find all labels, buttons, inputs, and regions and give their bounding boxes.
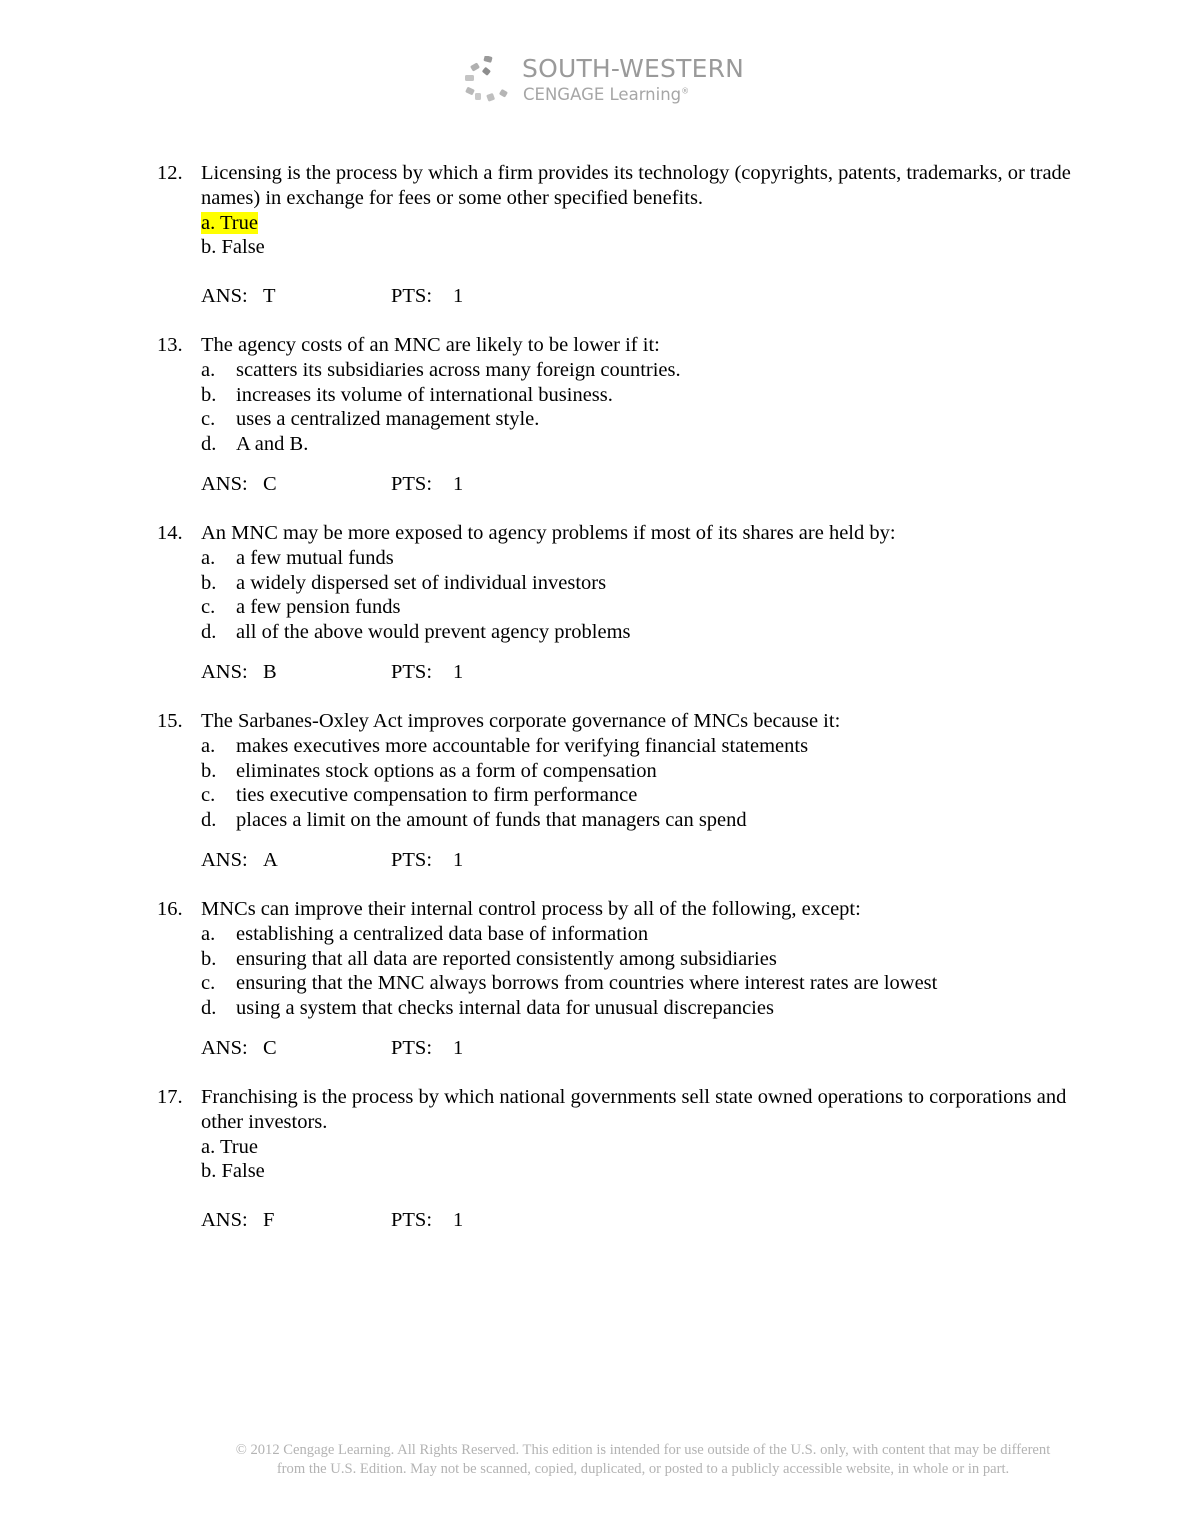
ans-label: ANS: (201, 1209, 248, 1231)
option-letter: b. (201, 947, 217, 970)
question-number: 17. (157, 1086, 183, 1108)
answer-row (201, 472, 277, 497)
pts-label: PTS: (391, 285, 433, 307)
brand-logo (463, 54, 763, 110)
pts-value: 1 (453, 1037, 464, 1059)
answer-row (201, 284, 276, 309)
option-letter: b. (201, 383, 217, 406)
option-letter: b. (201, 571, 217, 594)
pts-label: PTS: (391, 1037, 433, 1059)
option-text: scatters its subsidiaries across many foreign countries. (236, 358, 681, 381)
brand-name: SOUTH-WESTERN (522, 54, 745, 83)
ans-value: C (263, 1037, 277, 1059)
option-letter: c. (201, 408, 216, 431)
option-text: uses a centralized management style. (236, 408, 540, 431)
pts-label: PTS: (391, 473, 433, 495)
question-stem: The Sarbanes-Oxley Act improves corporate governance of MNCs because it: (201, 710, 841, 732)
pts-label: PTS: (391, 1209, 433, 1231)
points-row (391, 284, 464, 309)
ans-value: C (263, 473, 277, 495)
option-letter: d. (201, 433, 217, 456)
question-number: 12. (157, 162, 183, 184)
question-stem: Franchising is the process by which national governments sell state owned operations to corporations and other investors. (201, 1086, 1067, 1133)
option-letter: c. (201, 596, 216, 619)
option-letter: d. (201, 621, 217, 644)
answer-row (201, 848, 278, 873)
option-text: eliminates stock options as a form of compensation (236, 759, 657, 782)
pts-value: 1 (453, 473, 464, 495)
ans-value: B (263, 661, 277, 683)
pts-value: 1 (453, 661, 464, 683)
ans-label: ANS: (201, 473, 248, 495)
question-number: 14. (157, 522, 183, 544)
option-letter: c. (201, 972, 216, 995)
question-stem: MNCs can improve their internal control process by all of the following, except: (201, 898, 861, 920)
copyright-footer (195, 1441, 1091, 1479)
trademark-mark: ® (681, 86, 690, 96)
ans-value: T (263, 285, 276, 307)
option-text: ties executive compensation to firm performance (236, 784, 638, 807)
option-text: increases its volume of international business. (236, 383, 613, 406)
ans-value: F (263, 1209, 275, 1231)
copyright-line-1: © 2012 Cengage Learning. All Rights Reserved. This edition is intended for use outside of the U.S. only, with content that may be different (235, 1442, 1051, 1458)
points-row (391, 848, 464, 873)
option-letter: a. (201, 546, 216, 569)
option-text: a widely dispersed set of individual investors (236, 571, 607, 594)
cengage-star-icon (463, 56, 513, 106)
question-number: 16. (157, 898, 183, 920)
option-text: a few pension funds (236, 596, 401, 619)
option-letter: a. (201, 922, 216, 945)
option-text: a few mutual funds (236, 546, 394, 569)
option-text: ensuring that the MNC always borrows from countries where interest rates are lowest (236, 972, 938, 995)
option-text: makes executives more accountable for verifying financial statements (236, 734, 809, 757)
pts-value: 1 (453, 1209, 464, 1231)
ans-label: ANS: (201, 661, 248, 683)
option-letter: d. (201, 809, 217, 832)
choice-false: b. False (201, 236, 265, 259)
choice-true (201, 211, 258, 236)
ans-label: ANS: (201, 1037, 248, 1059)
copyright-line-2: from the U.S. Edition. May not be scanned, copied, duplicated, or posted to a publicly accessible website, in whole or in part. (276, 1461, 1010, 1477)
pts-value: 1 (453, 849, 464, 871)
option-letter: d. (201, 997, 217, 1020)
question-stem: Licensing is the process by which a firm provides its technology (copyrights, patents, trademarks, or trade names) in exchange for fees or some other specified benefits. (201, 162, 1071, 209)
answer-row (201, 660, 277, 685)
points-row (391, 472, 464, 497)
option-text: places a limit on the amount of funds that managers can spend (236, 809, 747, 832)
answer-row (201, 1208, 275, 1233)
option-letter: c. (201, 784, 216, 807)
points-row (391, 1036, 464, 1061)
option-letter: a. (201, 734, 216, 757)
pts-label: PTS: (391, 849, 433, 871)
question-number: 13. (157, 334, 183, 356)
answer-row (201, 1036, 277, 1061)
ans-label: ANS: (201, 849, 248, 871)
choice-false: b. False (201, 1160, 265, 1183)
choice-true: a. True (201, 1135, 258, 1158)
option-text: ensuring that all data are reported consistently among subsidiaries (236, 947, 777, 970)
option-letter: b. (201, 759, 217, 782)
question-stem: An MNC may be more exposed to agency problems if most of its shares are held by: (201, 522, 896, 544)
ans-label: ANS: (201, 285, 248, 307)
brand-subname: CENGAGE Learning® (523, 85, 690, 104)
ans-value: A (263, 849, 278, 871)
option-text: using a system that checks internal data for unusual discrepancies (236, 997, 774, 1020)
pts-label: PTS: (391, 661, 433, 683)
option-text: establishing a centralized data base of information (236, 922, 649, 945)
option-letter: a. (201, 358, 216, 381)
pts-value: 1 (453, 285, 464, 307)
question-stem: The agency costs of an MNC are likely to be lower if it: (201, 334, 660, 356)
option-text: A and B. (236, 433, 309, 456)
highlighted-choice: a. True (201, 211, 258, 234)
question-number: 15. (157, 710, 183, 732)
points-row (391, 1208, 464, 1233)
option-text: all of the above would prevent agency problems (236, 621, 631, 644)
points-row (391, 660, 464, 685)
